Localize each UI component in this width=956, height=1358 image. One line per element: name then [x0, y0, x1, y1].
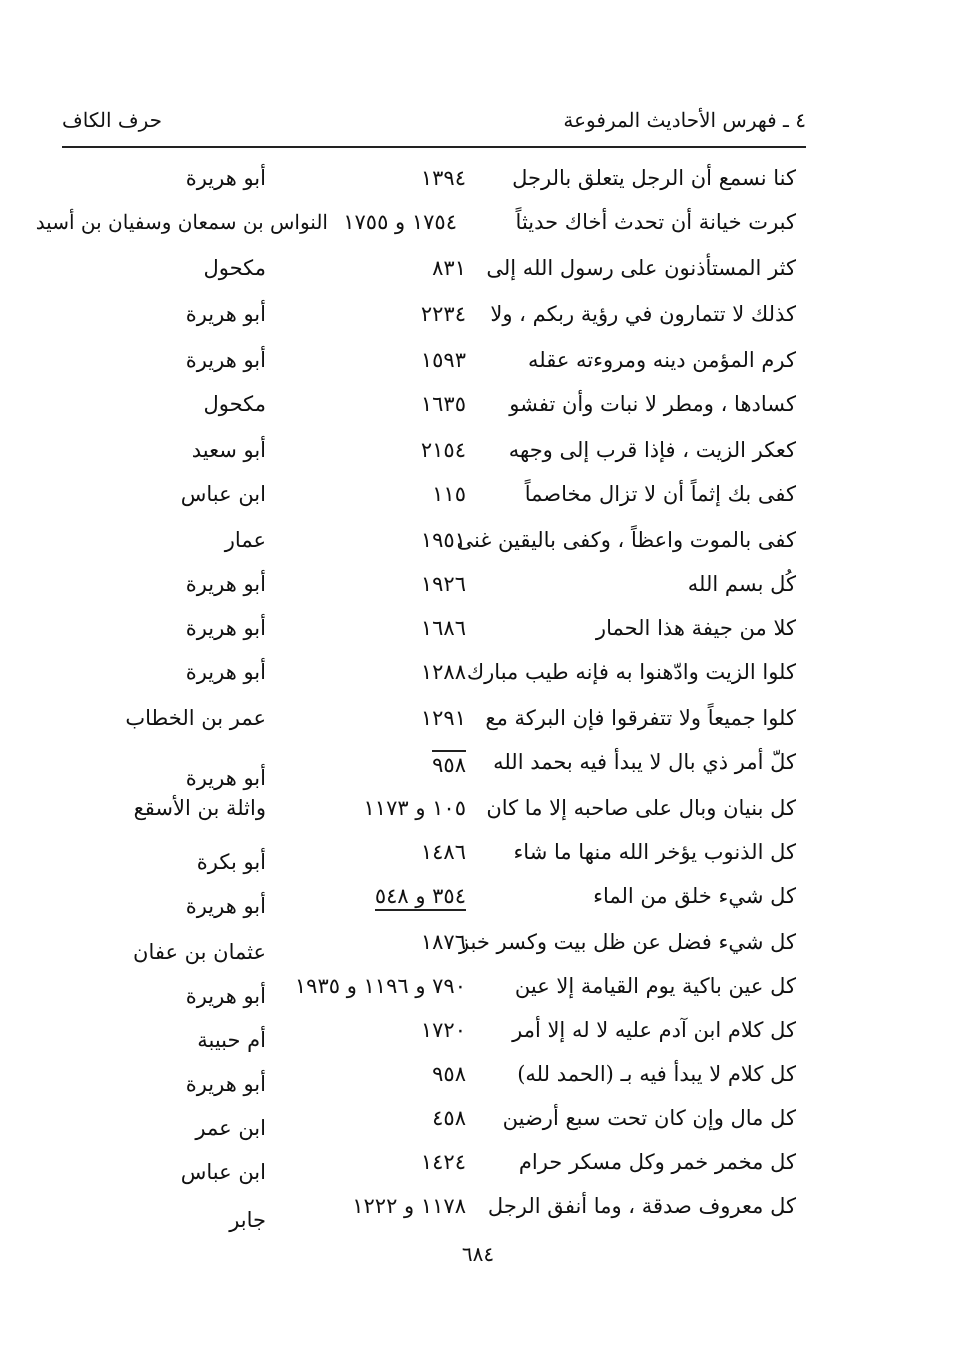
list-item [0, 166, 956, 206]
hadith-number: ٨٣١ [432, 256, 466, 280]
section-title: ٤ ـ فهرس الأحاديث المرفوعة [563, 108, 806, 132]
narrator: مكحول [203, 256, 266, 280]
hadith-text: كل الذنوب يؤخر الله منها ما شاء [513, 840, 796, 864]
narrator: أبو هريرة [185, 348, 266, 372]
hadith-text: كلوا جميعاً ولا تتفرقوا فإن البركة مع [485, 706, 796, 730]
list-item [0, 974, 956, 1014]
hadith-number: ٣٥٤ و ٥٤٨ [375, 884, 466, 911]
list-item [0, 1106, 956, 1146]
narrator: أم حبيبة [197, 1028, 266, 1052]
hadith-text: كل كلام ابن آدم عليه لا له إلا أمر [512, 1018, 796, 1042]
hadith-text: كل مال وإن كان تحت سبع أرضين [502, 1106, 796, 1130]
hadith-text: كل معروف صدقة ، وما أنفق الرجل [487, 1194, 796, 1218]
hadith-number: ١٧٢٠ [420, 1018, 466, 1042]
hadith-text: كل مخمر خمر وكل مسكر حرام [518, 1150, 796, 1174]
hadith-text: كلّ أمر ذي بال لا يبدأ فيه بحمد الله [493, 750, 796, 774]
hadith-text: كلوا الزيت وادّهنوا به فإنه طيب مبارك [466, 660, 796, 684]
hadith-number: ١٢٨٨ [420, 660, 466, 684]
list-item [0, 706, 956, 746]
narrator: واثلة بن الأسقع [133, 796, 266, 820]
hadith-number: ١٨٧٦ [420, 930, 466, 954]
list-item [0, 616, 956, 656]
hadith-text: كسادها ، ومطر لا نبات وأن تفشو [509, 392, 796, 416]
hadith-text: كعكر الزيت ، فإذا قرب إلى وجهه [508, 438, 796, 462]
narrator: عثمان بن عفان [133, 940, 266, 964]
narrator: مكحول [203, 392, 266, 416]
narrator: أبو هريرة [185, 894, 266, 918]
hadith-text: كل بنيان وبال على صاحبه إلا ما كان [486, 796, 796, 820]
narrator: أبو هريرة [185, 572, 266, 596]
hadith-number: ١٦٣٥ [420, 392, 466, 416]
narrator: أبو هريرة [185, 660, 266, 684]
hadith-text: كلا من جيفة هذا الحمار [595, 616, 796, 640]
narrator: أبو سعيد [191, 438, 266, 462]
list-item [0, 796, 956, 836]
list-item [0, 392, 956, 432]
hadith-number: ١٤٨٦ [420, 840, 466, 864]
hadith-number: ١٦٨٦ [420, 616, 466, 640]
list-item [0, 256, 956, 296]
hadith-number: ١٣٩٤ [420, 166, 466, 190]
narrator: النواس بن سمعان وسفيان بن أسيد [35, 210, 328, 234]
narrator: ابن عباس [180, 482, 266, 506]
list-item [0, 482, 956, 522]
list-item [0, 348, 956, 388]
narrator: ابن عباس [180, 1160, 266, 1184]
hadith-number: ٧٩٠ و ١١٩٦ و ١٩٣٥ [294, 974, 466, 998]
hadith-text: كل شيء خلق من الماء [593, 884, 796, 908]
list-item [0, 840, 956, 880]
narrator: أبو هريرة [185, 166, 266, 190]
hadith-text: كنا نسمع أن الرجل يتعلق بالرجل [512, 166, 796, 190]
narrator: أبو هريرة [185, 616, 266, 640]
list-item [0, 572, 956, 612]
hadith-text: كذلك لا تتمارون في رؤية ربكم ، ولا [490, 302, 796, 326]
list-item [0, 1018, 956, 1058]
list-item [0, 930, 956, 970]
narrator: أبو هريرة [185, 1072, 266, 1096]
hadith-number: ٩٥٨ [432, 1062, 466, 1086]
list-item [0, 528, 956, 568]
hadith-text: كبرت خيانة أن تحدث أخاك حديثاً [515, 210, 796, 234]
hadith-text: كرم المؤمن دينه ومروءته عقله [528, 348, 796, 372]
header-rule [62, 146, 806, 148]
page-number: ٦٨٤ [461, 1242, 495, 1266]
narrator: أبو هريرة [185, 766, 266, 790]
hadith-number: ١٥٩٣ [420, 348, 466, 372]
hadith-text: كل عين باكية يوم القيامة إلا عين [514, 974, 796, 998]
hadith-text: كل شيء فضل عن ظل بيت وكسر خبز [458, 930, 796, 954]
hadith-text: كفى بالموت واعظاً ، وكفى باليقين غنى [456, 528, 796, 552]
hadith-number: ١٤٢٤ [420, 1150, 466, 1174]
hadith-number: ١٠٥ و ١١٧٣ [363, 796, 466, 820]
hadith-number: ٩٥٨ [432, 750, 466, 777]
list-item [0, 1194, 956, 1234]
list-item [0, 1150, 956, 1190]
hadith-text: كثر المستأذنون على رسول الله إلى [486, 256, 796, 280]
list-item [0, 750, 956, 790]
narrator: ابن عمر [195, 1116, 266, 1140]
list-item [0, 302, 956, 342]
letter-title: حرف الكاف [62, 108, 163, 132]
narrator: عمر بن الخطاب [125, 706, 266, 730]
narrator: أبو هريرة [185, 302, 266, 326]
list-item [0, 660, 956, 700]
hadith-number: ٢٢٣٤ [420, 302, 466, 326]
list-item [0, 438, 956, 478]
hadith-number: ٤٥٨ [432, 1106, 466, 1130]
narrator: أبو هريرة [185, 984, 266, 1008]
hadith-number: ٢١٥٤ [420, 438, 466, 462]
narrator: عمار [224, 528, 266, 552]
hadith-number: ١١٧٨ و ١٢٢٢ [352, 1194, 466, 1218]
hadith-number: ١٢٩١ [420, 706, 466, 730]
list-item [0, 210, 956, 250]
hadith-number: ١٧٥٤ و ١٧٥٥ [343, 210, 457, 234]
hadith-text: كفى بك إثماً أن لا تزال مخاصماً [524, 482, 796, 506]
hadith-text: كل كلام لا يبدأ فيه بـ (الحمد لله) [517, 1062, 796, 1086]
list-item [0, 884, 956, 924]
page-header [62, 108, 806, 142]
list-item [0, 1062, 956, 1102]
hadith-text: كُل بسم الله [687, 572, 796, 596]
narrator: جابر [229, 1208, 266, 1232]
hadith-number: ١٩٥١ [420, 528, 466, 552]
hadith-number: ١٩٢٦ [420, 572, 466, 596]
narrator: أبو بكرة [196, 850, 266, 874]
hadith-number: ١١٥ [432, 482, 466, 506]
